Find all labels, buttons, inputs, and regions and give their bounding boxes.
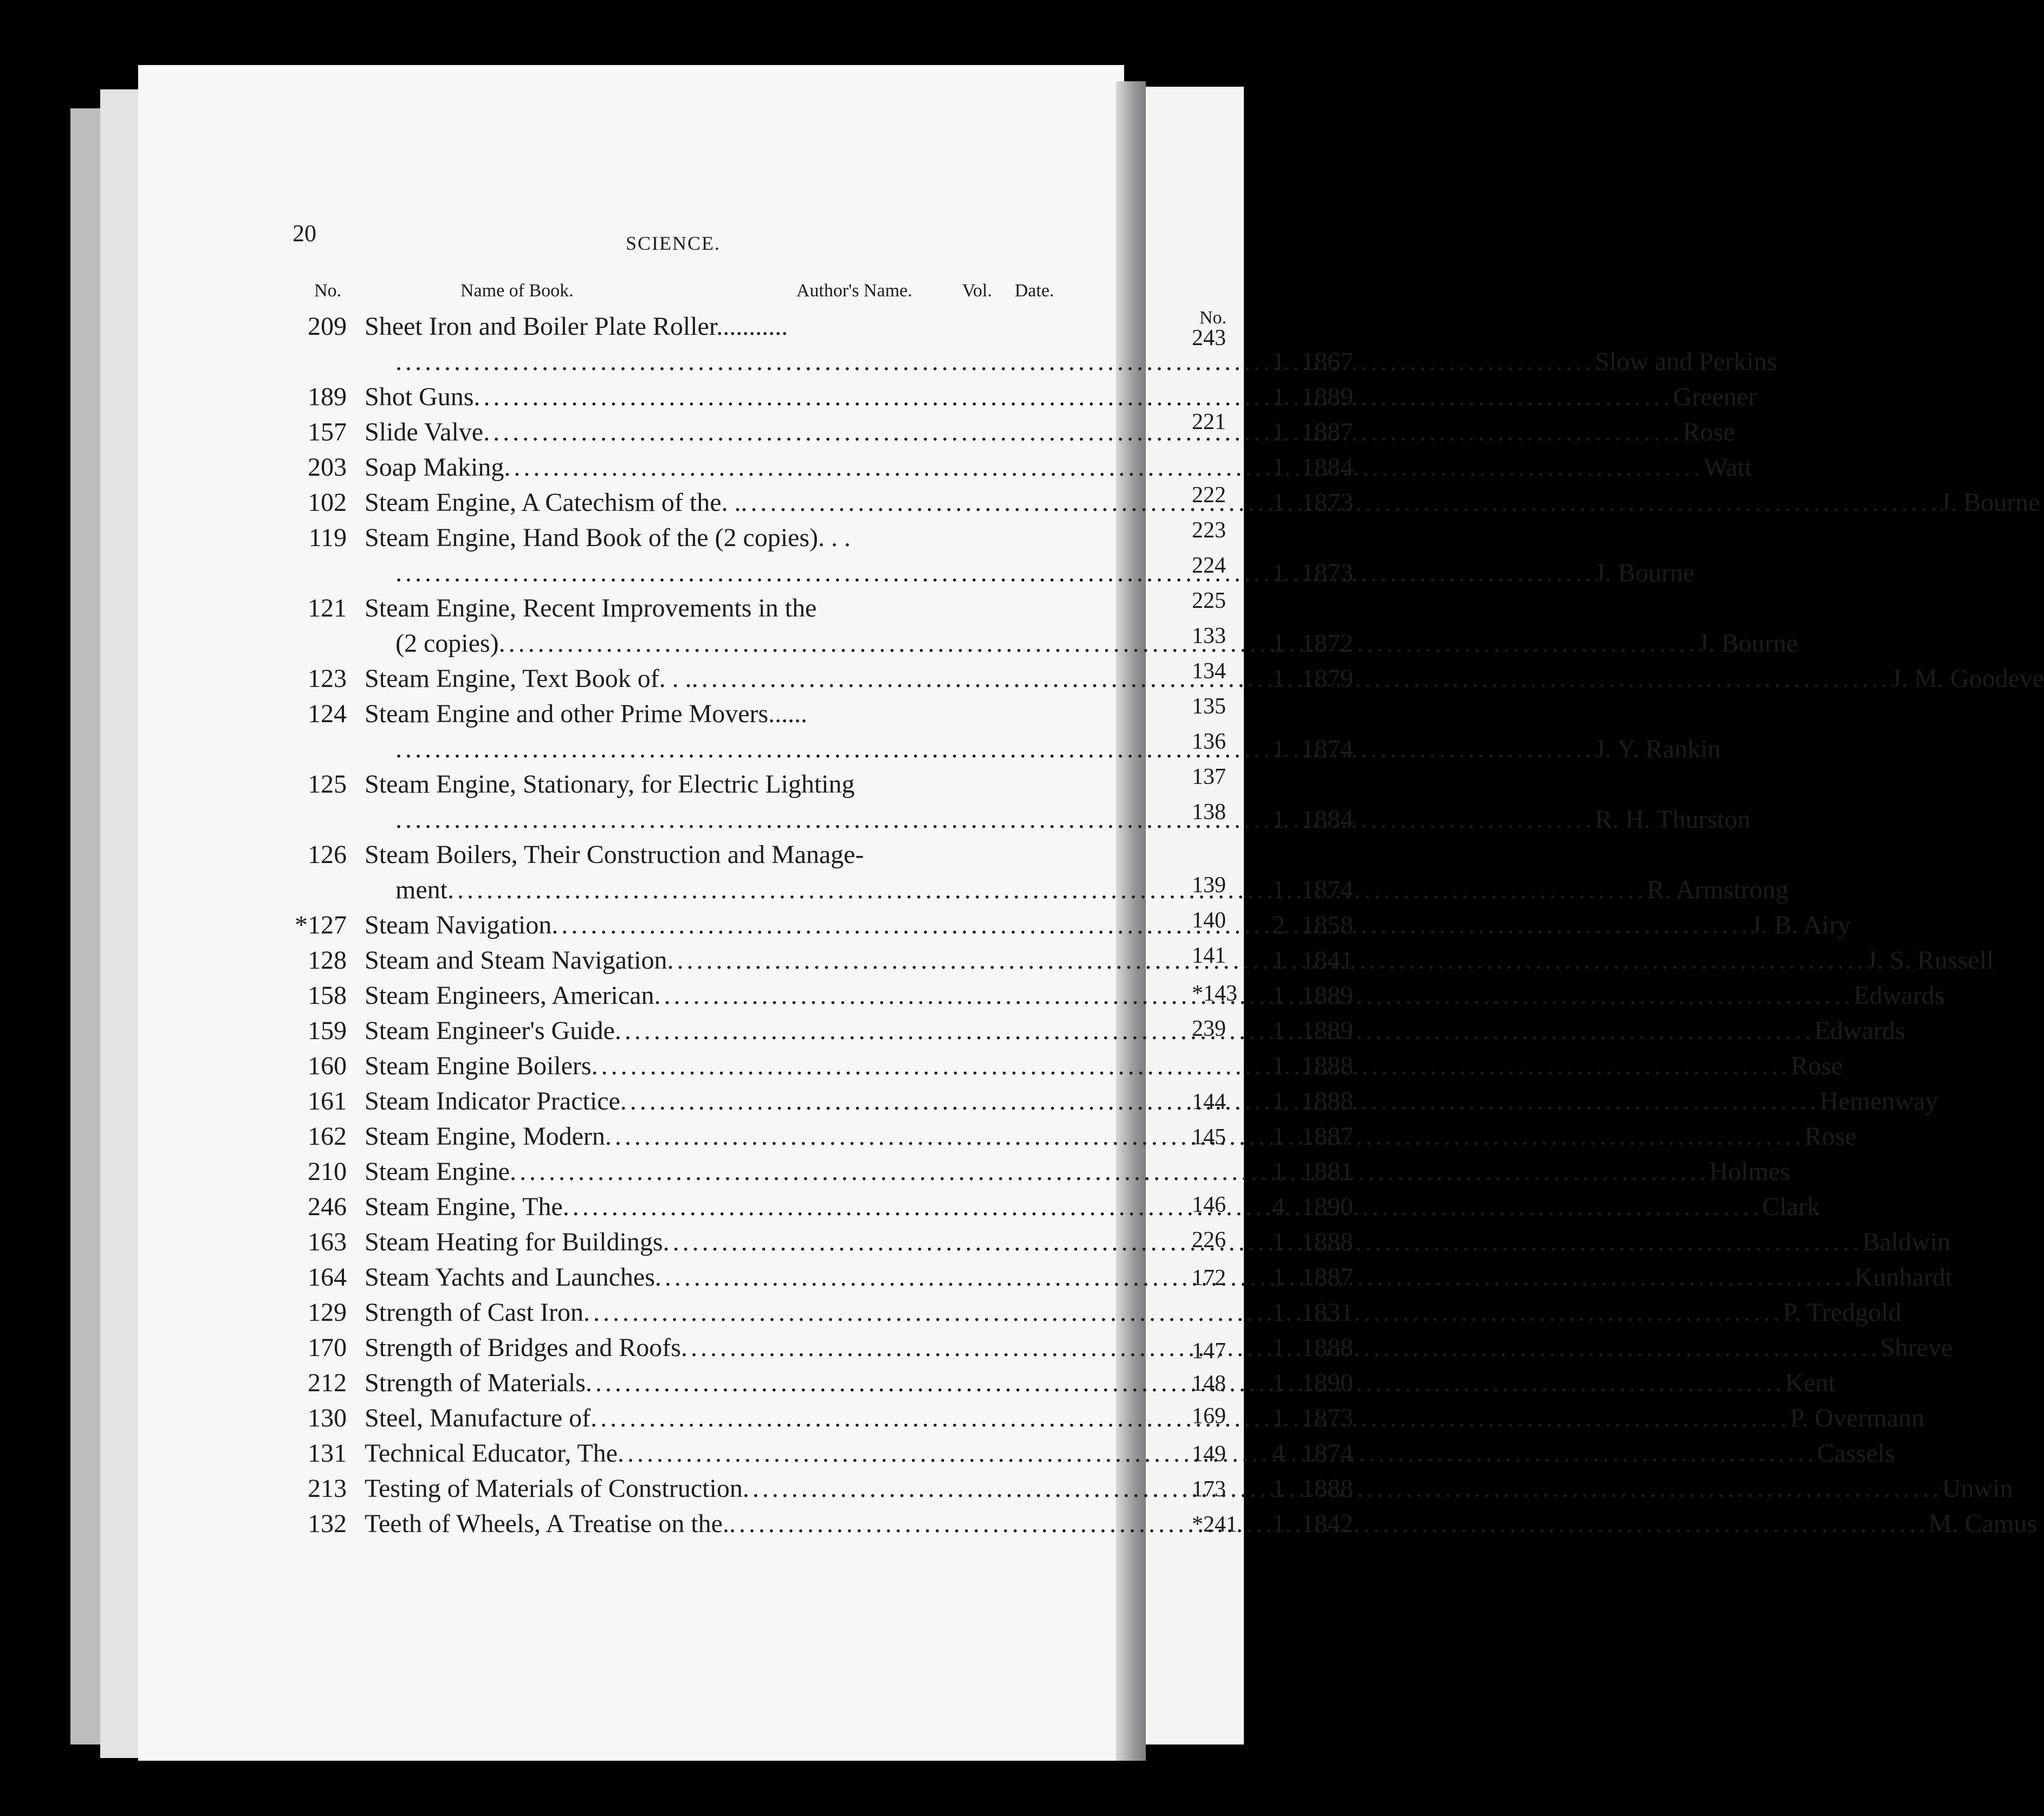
publication-date: 1874 <box>1301 1439 1353 1468</box>
author-name: Baldwin <box>1862 1228 1951 1256</box>
book-title: ment <box>395 875 447 904</box>
book-title: Steam Navigation <box>365 911 552 939</box>
publication-date: 1890 <box>1301 1192 1353 1221</box>
author-name: Unwin <box>1942 1474 2013 1503</box>
publication-date: 1872 <box>1301 629 1353 658</box>
author-name: Cassels <box>1816 1439 1895 1468</box>
publication-date: 1888 <box>1301 1228 1353 1256</box>
volume-count: 1 <box>1272 488 1285 517</box>
book-title: Strength of Cast Iron <box>365 1298 583 1327</box>
facing-page-number: 148 <box>1192 1371 1226 1396</box>
publication-date: 1867 <box>1301 347 1353 376</box>
header-no: No. <box>314 281 342 301</box>
table-row <box>293 450 1752 485</box>
publication-date: 1884 <box>1301 805 1353 834</box>
book-number: 123 <box>308 664 347 693</box>
facing-page-number: 141 <box>1192 943 1226 968</box>
book-number: 125 <box>308 770 347 799</box>
author-name: Kunhardt <box>1854 1263 1953 1292</box>
publication-date: 1887 <box>1301 418 1353 446</box>
facing-page-number: 243 <box>1192 326 1226 351</box>
table-row <box>293 1295 1902 1330</box>
book-title: (2 copies) <box>395 629 499 658</box>
leader-dots <box>395 344 1595 379</box>
volume-count: 4 <box>1272 1439 1285 1468</box>
volume-count: 1 <box>1272 875 1285 904</box>
table-row <box>293 837 1078 872</box>
volume-count: 1 <box>1272 1157 1285 1186</box>
header-vol: Vol. <box>962 281 992 301</box>
volume-count: 1 <box>1272 1228 1285 1256</box>
publication-date: 1831 <box>1301 1298 1353 1327</box>
book-title: Steam Engine, Modern <box>365 1122 605 1151</box>
volume-count: 1 <box>1272 1052 1285 1080</box>
publication-date: 1890 <box>1301 1369 1353 1397</box>
book-title: Steam Heating for Buildings <box>365 1228 663 1256</box>
book-title: Steam Engine, Text Book of. . . <box>365 664 692 693</box>
facing-page-number: 222 <box>1192 483 1226 508</box>
leader-dots <box>499 626 1698 661</box>
facing-page-number: 239 <box>1192 1016 1226 1041</box>
header-name: Name of Book. <box>460 281 574 301</box>
book-title: Steam and Steam Navigation <box>365 946 667 975</box>
book-title: Testing of Materials of Construction <box>365 1474 743 1503</box>
book-title: Strength of Bridges and Roofs <box>365 1333 681 1362</box>
table-row <box>293 520 1078 555</box>
book-number: 130 <box>308 1404 347 1432</box>
book-number: 159 <box>308 1016 347 1045</box>
facing-page-number: 144 <box>1192 1089 1226 1114</box>
author-name: Hemenway <box>1819 1087 1938 1115</box>
book-title: Steam Engine <box>365 1157 510 1186</box>
publication-date: 1841 <box>1301 946 1353 975</box>
volume-count: 1 <box>1272 1369 1285 1397</box>
author-name: Shreve <box>1880 1333 1953 1362</box>
volume-count: 4 <box>1272 1192 1285 1221</box>
book-number: 121 <box>308 594 347 622</box>
author-name: P. Overmann <box>1790 1404 1925 1432</box>
facing-page-number: 224 <box>1192 553 1226 578</box>
volume-count: 1 <box>1272 1474 1285 1503</box>
publication-date: 1873 <box>1301 559 1353 587</box>
book-title: Steam Engine, Stationary, for Electric Lighting <box>365 770 855 799</box>
publication-date: 1888 <box>1301 1333 1353 1362</box>
facing-page-number: 226 <box>1192 1228 1226 1253</box>
volume-count: 1 <box>1272 946 1285 975</box>
facing-page-number: 225 <box>1192 588 1226 613</box>
leader-dots <box>551 907 1751 943</box>
publication-date: 1888 <box>1301 1087 1353 1115</box>
volume-count: 1 <box>1272 1404 1285 1432</box>
volume-count: 1 <box>1272 805 1285 834</box>
author-name: J. Bourne <box>1595 559 1695 587</box>
author-name: J. S. Russell <box>1866 946 1994 975</box>
facing-page-number: 135 <box>1192 694 1226 719</box>
author-name: Edwards <box>1853 981 1945 1010</box>
facing-page-number: 139 <box>1192 873 1226 898</box>
volume-count: 1 <box>1272 1016 1285 1045</box>
volume-count: 1 <box>1272 1263 1285 1292</box>
book-title: Steam Engine, Hand Book of the (2 copies). . . <box>365 523 851 552</box>
facing-page-number: 133 <box>1192 624 1226 648</box>
book-title: Steam Boilers, Their Construction and Manage- <box>365 840 864 869</box>
volume-count: 1 <box>1272 382 1285 411</box>
volume-count: 1 <box>1272 629 1285 658</box>
author-name: Greener <box>1673 382 1757 411</box>
table-row <box>293 379 1757 414</box>
author-name: J. Y. Rankin <box>1595 735 1721 763</box>
book-number: 203 <box>308 453 347 482</box>
book-title: Teeth of Wheels, A Treatise on the. <box>365 1509 729 1538</box>
author-name: J. Bourne <box>1698 629 1798 658</box>
leader-dots <box>592 1048 1791 1084</box>
table-row <box>293 696 1078 731</box>
leader-dots <box>692 661 1891 696</box>
book-number: 213 <box>308 1474 347 1503</box>
leader-dots <box>654 978 1854 1013</box>
book-number: 209 <box>308 312 347 341</box>
facing-page-number: 149 <box>1192 1442 1226 1467</box>
volume-count: 1 <box>1272 1333 1285 1362</box>
book-title: Steel, Manufacture of <box>365 1404 591 1432</box>
author-name: Edwards <box>1814 1016 1905 1045</box>
volume-count: 1 <box>1272 1122 1285 1151</box>
book-title: Steam Engine and other Prime Movers...... <box>365 699 808 728</box>
book-title: Steam Engineer's Guide <box>365 1016 615 1045</box>
leader-dots <box>473 379 1673 414</box>
leader-dots <box>667 943 1867 978</box>
book-number: 170 <box>308 1333 347 1362</box>
leader-dots <box>504 450 1703 485</box>
volume-count: 1 <box>1272 735 1285 763</box>
publication-date: 1874 <box>1301 735 1353 763</box>
book-title: Steam Engine, The <box>365 1192 563 1221</box>
book-number: 162 <box>308 1122 347 1151</box>
volume-count: 1 <box>1272 981 1285 1010</box>
facing-page-number: 147 <box>1192 1339 1226 1364</box>
volume-count: 1 <box>1272 1298 1285 1327</box>
header-date: Date. <box>1015 281 1054 301</box>
publication-date: 1889 <box>1301 382 1353 411</box>
facing-page-number: 146 <box>1192 1192 1226 1217</box>
leader-dots <box>655 1260 1854 1295</box>
author-name: Rose <box>1790 1052 1843 1080</box>
publication-date: 1889 <box>1301 981 1353 1010</box>
facing-page-header: No. <box>1199 308 1227 328</box>
facing-page-number: 136 <box>1192 729 1226 754</box>
publication-date: 1873 <box>1301 1404 1353 1432</box>
publication-date: 1874 <box>1301 875 1353 904</box>
table-row <box>293 344 1777 379</box>
book-number: 210 <box>308 1157 347 1186</box>
book-title: Soap Making <box>365 453 504 482</box>
book-title: Steam Engineers, American <box>365 981 654 1010</box>
leader-dots <box>395 802 1595 837</box>
book-title: Slide Valve <box>365 418 484 446</box>
table-row <box>293 591 1078 626</box>
table-row <box>293 1154 1790 1189</box>
book-title: Steam Engine, A Catechism of the. . <box>365 488 741 517</box>
volume-count: 1 <box>1272 418 1285 446</box>
author-name: Rose <box>1804 1122 1857 1151</box>
book-number: 161 <box>308 1087 347 1115</box>
facing-page-number: 172 <box>1192 1266 1226 1290</box>
book-number: 132 <box>308 1509 347 1538</box>
author-name: J. M. Goodeve <box>1891 664 2044 693</box>
author-name: Clark <box>1762 1192 1820 1221</box>
leader-dots <box>483 414 1683 450</box>
author-name: M. Camus <box>1928 1509 2037 1538</box>
author-name: J. Bourne <box>1940 488 2040 517</box>
book-number: 119 <box>308 523 347 552</box>
publication-date: 1881 <box>1301 1157 1353 1186</box>
author-name: Slow and Perkins <box>1595 347 1777 376</box>
facing-page-number: 137 <box>1192 764 1226 789</box>
book-number: 128 <box>308 946 347 975</box>
book-title: Technical Educator, The <box>365 1439 618 1468</box>
volume-count: 1 <box>1272 347 1285 376</box>
book-number: 160 <box>308 1052 347 1080</box>
facing-page-number: 140 <box>1192 908 1226 933</box>
author-name: J. B. Airy <box>1751 911 1851 939</box>
volume-count: 1 <box>1272 453 1285 482</box>
book-number: 124 <box>308 699 347 728</box>
leader-dots <box>510 1154 1709 1189</box>
header-author: Author's Name. <box>796 281 912 301</box>
book-title: Steam Indicator Practice <box>365 1087 620 1115</box>
book-number: 189 <box>308 382 347 411</box>
facing-page-number: 134 <box>1192 659 1226 684</box>
facing-page-number: 169 <box>1192 1404 1226 1429</box>
book-title: Steam Engine Boilers <box>365 1052 592 1080</box>
facing-page-number: 138 <box>1192 800 1226 825</box>
leader-dots <box>663 1224 1863 1260</box>
author-name: Rose <box>1683 418 1735 446</box>
table-row <box>293 1048 1843 1084</box>
book-number: 163 <box>308 1228 347 1256</box>
volume-count: 2 <box>1272 911 1285 939</box>
facing-page-number: *241 <box>1192 1512 1237 1537</box>
book-number: 157 <box>308 418 347 446</box>
volume-count: 1 <box>1272 664 1285 693</box>
publication-date: 1887 <box>1301 1263 1353 1292</box>
facing-page-number: 145 <box>1192 1125 1226 1150</box>
leader-dots <box>563 1189 1762 1224</box>
book-title: Sheet Iron and Boiler Plate Roller........... <box>365 312 788 341</box>
author-name: Watt <box>1703 453 1752 482</box>
facing-page-number: 223 <box>1192 518 1226 543</box>
publication-date: 1879 <box>1301 664 1353 693</box>
leader-dots <box>586 1365 1785 1400</box>
book-number: 129 <box>308 1298 347 1327</box>
book-title: Strength of Materials <box>365 1369 586 1397</box>
author-name: R. Armstrong <box>1646 875 1789 904</box>
book-number: 212 <box>308 1369 347 1397</box>
publication-date: 1858 <box>1301 911 1353 939</box>
facing-page-number: *143 <box>1192 981 1237 1006</box>
volume-count: 1 <box>1272 1509 1285 1538</box>
book-title: Steam Engine, Recent Improvements in the <box>365 594 817 622</box>
book-number: 158 <box>308 981 347 1010</box>
publication-date: 1884 <box>1301 453 1353 482</box>
book-number: 131 <box>308 1439 347 1468</box>
book-number: 126 <box>308 840 347 869</box>
book-number: *127 <box>295 911 347 939</box>
author-name: Holmes <box>1709 1157 1790 1186</box>
publication-date: 1888 <box>1301 1052 1353 1080</box>
book-title: Steam Yachts and Launches <box>365 1263 655 1292</box>
facing-page-number: 173 <box>1192 1477 1226 1502</box>
publication-date: 1888 <box>1301 1474 1353 1503</box>
table-row <box>293 767 1078 802</box>
book-number: 164 <box>308 1263 347 1292</box>
leader-dots <box>447 872 1647 907</box>
leader-dots <box>395 731 1595 767</box>
author-name: P. Tredgold <box>1782 1298 1902 1327</box>
leader-dots <box>583 1295 1783 1330</box>
publication-date: 1873 <box>1301 488 1353 517</box>
book-title: Shot Guns <box>365 382 474 411</box>
facing-page-number: 221 <box>1192 410 1226 434</box>
book-number: 102 <box>308 488 347 517</box>
table-row <box>293 309 1078 344</box>
volume-count: 1 <box>1272 1087 1285 1115</box>
author-name: Kent <box>1785 1369 1836 1397</box>
publication-date: 1889 <box>1301 1016 1353 1045</box>
publication-date: 1887 <box>1301 1122 1353 1151</box>
volume-count: 1 <box>1272 559 1285 587</box>
book-number: 246 <box>308 1192 347 1221</box>
leader-dots <box>591 1400 1790 1436</box>
section-title: SCIENCE. <box>626 232 721 254</box>
page-number: 20 <box>293 220 316 247</box>
author-name: R. H. Thurston <box>1595 805 1751 834</box>
publication-date: 1842 <box>1301 1509 1353 1538</box>
leader-dots <box>395 555 1595 591</box>
